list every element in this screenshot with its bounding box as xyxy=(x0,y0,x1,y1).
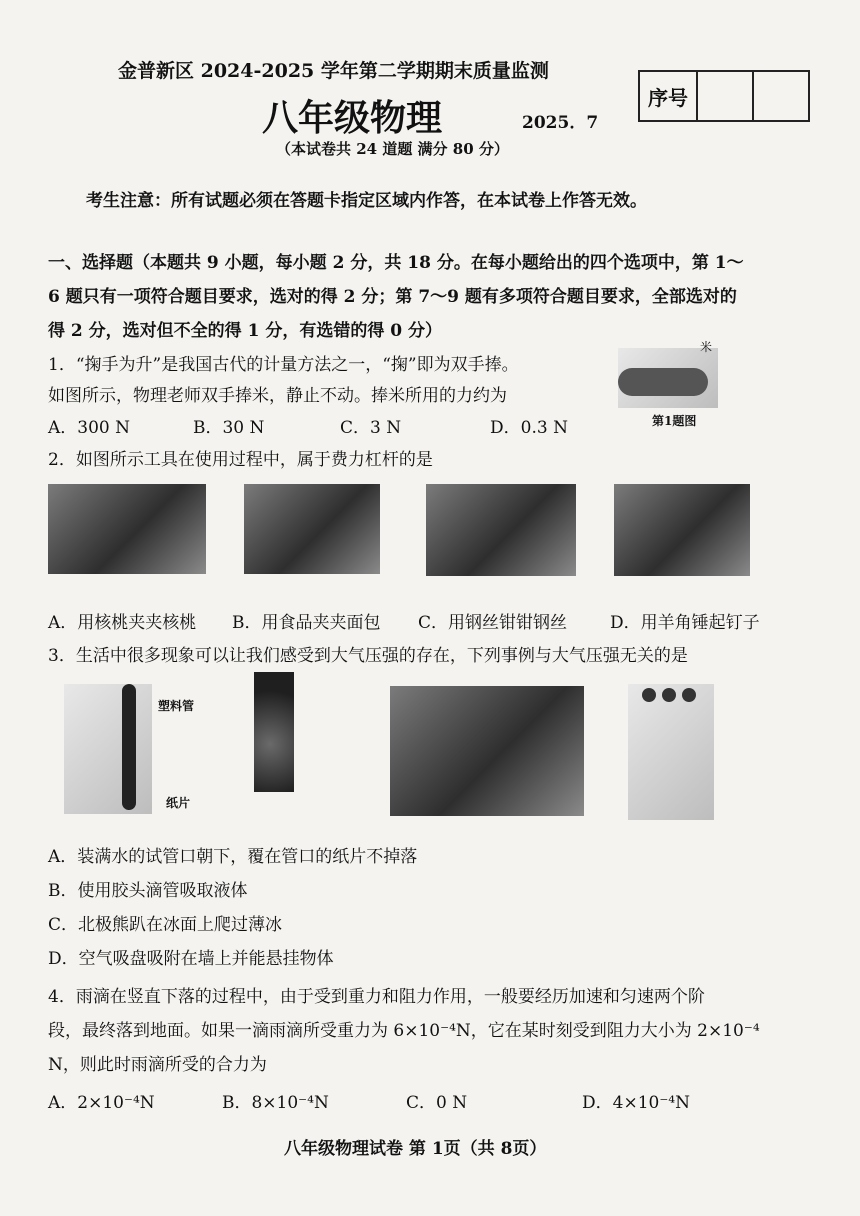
section1-heading-line1: 一、选择题（本题共 9 小题，每小题 2 分，共 18 分。在每小题给出的四个选项中，第 1～ xyxy=(48,253,744,273)
q1-option-a: A．300 N xyxy=(48,418,131,438)
q1-option-c: C．3 N xyxy=(340,418,402,438)
q4-option-b: B．8×10⁻⁴N xyxy=(222,1093,329,1113)
q1-figure-caption: 第1题图 xyxy=(652,414,697,428)
q3-figure-a-test-tube xyxy=(64,684,152,814)
q1-figure-label: 米 xyxy=(700,340,713,354)
q3-stem: 3．生活中很多现象可以让我们感受到大气压强的存在，下列事例与大气压强无关的是 xyxy=(48,646,688,666)
q4-stem-line2: 段，最终落到地面。如果一滴雨滴所受重力为 6×10⁻⁴N，它在某时刻受到阻力大小为 2×10⁻⁴ xyxy=(48,1021,760,1041)
serial-cell-1 xyxy=(698,72,754,120)
q2-figure-b-food-tongs xyxy=(244,484,380,574)
q2-option-a: A．用核桃夹夹核桃 xyxy=(48,613,197,633)
school-title: 金普新区 2024-2025 学年第二学期期末质量监测 xyxy=(118,60,549,82)
exam-info: （本试卷共 24 道题 满分 80 分） xyxy=(276,140,509,158)
q3-option-b: B．使用胶头滴管吸取液体 xyxy=(48,881,248,901)
q1-option-b: B．30 N xyxy=(193,418,265,438)
q3-figure-c-polar-bear xyxy=(390,686,584,816)
q2-stem: 2．如图所示工具在使用过程中，属于费力杠杆的是 xyxy=(48,450,433,470)
q4-option-c: C．0 N xyxy=(406,1093,468,1113)
section1-heading-line3: 得 2 分，选对但不全的得 1 分，有选错的得 0 分） xyxy=(48,321,442,341)
q3-figure-b-dropper xyxy=(254,672,294,792)
q1-option-d: D．0.3 N xyxy=(490,418,568,438)
q3-label-tube: 塑料管 xyxy=(158,699,195,713)
serial-number-box xyxy=(638,70,810,122)
exam-date: 2025．7 xyxy=(522,113,599,133)
q2-figure-c-pliers xyxy=(426,484,576,576)
q2-option-c: C．用钢丝钳钳钢丝 xyxy=(418,613,568,633)
serial-cell-2 xyxy=(754,72,808,120)
q4-stem-line3: N，则此时雨滴所受的合力为 xyxy=(48,1055,267,1075)
q2-figure-a-nutcracker xyxy=(48,484,206,574)
q3-figure-d-suction-hooks xyxy=(628,684,714,820)
q4-option-d: D．4×10⁻⁴N xyxy=(582,1093,690,1113)
candidate-notice: 考生注意：所有试题必须在答题卡指定区域内作答，在本试卷上作答无效。 xyxy=(86,191,647,211)
section1-heading-line2: 6 题只有一项符合题目要求，选对的得 2 分；第 7～9 题有多项符合题目要求，全部选对的 xyxy=(48,287,737,307)
q2-option-d: D．用羊角锤起钉子 xyxy=(610,613,760,633)
q3-option-a: A．装满水的试管口朝下，覆在管口的纸片不掉落 xyxy=(48,847,418,867)
q3-option-c: C．北极熊趴在冰面上爬过薄冰 xyxy=(48,915,283,935)
q2-option-b: B．用食品夹夹面包 xyxy=(232,613,381,633)
q1-figure-hands-rice xyxy=(618,348,718,408)
q2-figure-d-claw-hammer xyxy=(614,484,750,576)
subject-title: 八年级物理 xyxy=(262,97,443,139)
page-footer: 八年级物理试卷 第 1页（共 8页） xyxy=(284,1139,547,1159)
q4-option-a: A．2×10⁻⁴N xyxy=(48,1093,155,1113)
q3-label-paper: 纸片 xyxy=(166,796,191,810)
q3-option-d: D．空气吸盘吸附在墙上并能悬挂物体 xyxy=(48,949,334,969)
serial-label: 序号 xyxy=(640,72,698,120)
q4-stem-line1: 4．雨滴在竖直下落的过程中，由于受到重力和阻力作用，一般要经历加速和匀速两个阶 xyxy=(48,987,705,1007)
q1-stem-line2: 如图所示，物理老师双手捧米，静止不动。捧米所用的力约为 xyxy=(48,386,507,406)
q1-stem-line1: 1．“掬手为升”是我国古代的计量方法之一，“掬”即为双手捧。 xyxy=(48,355,519,375)
